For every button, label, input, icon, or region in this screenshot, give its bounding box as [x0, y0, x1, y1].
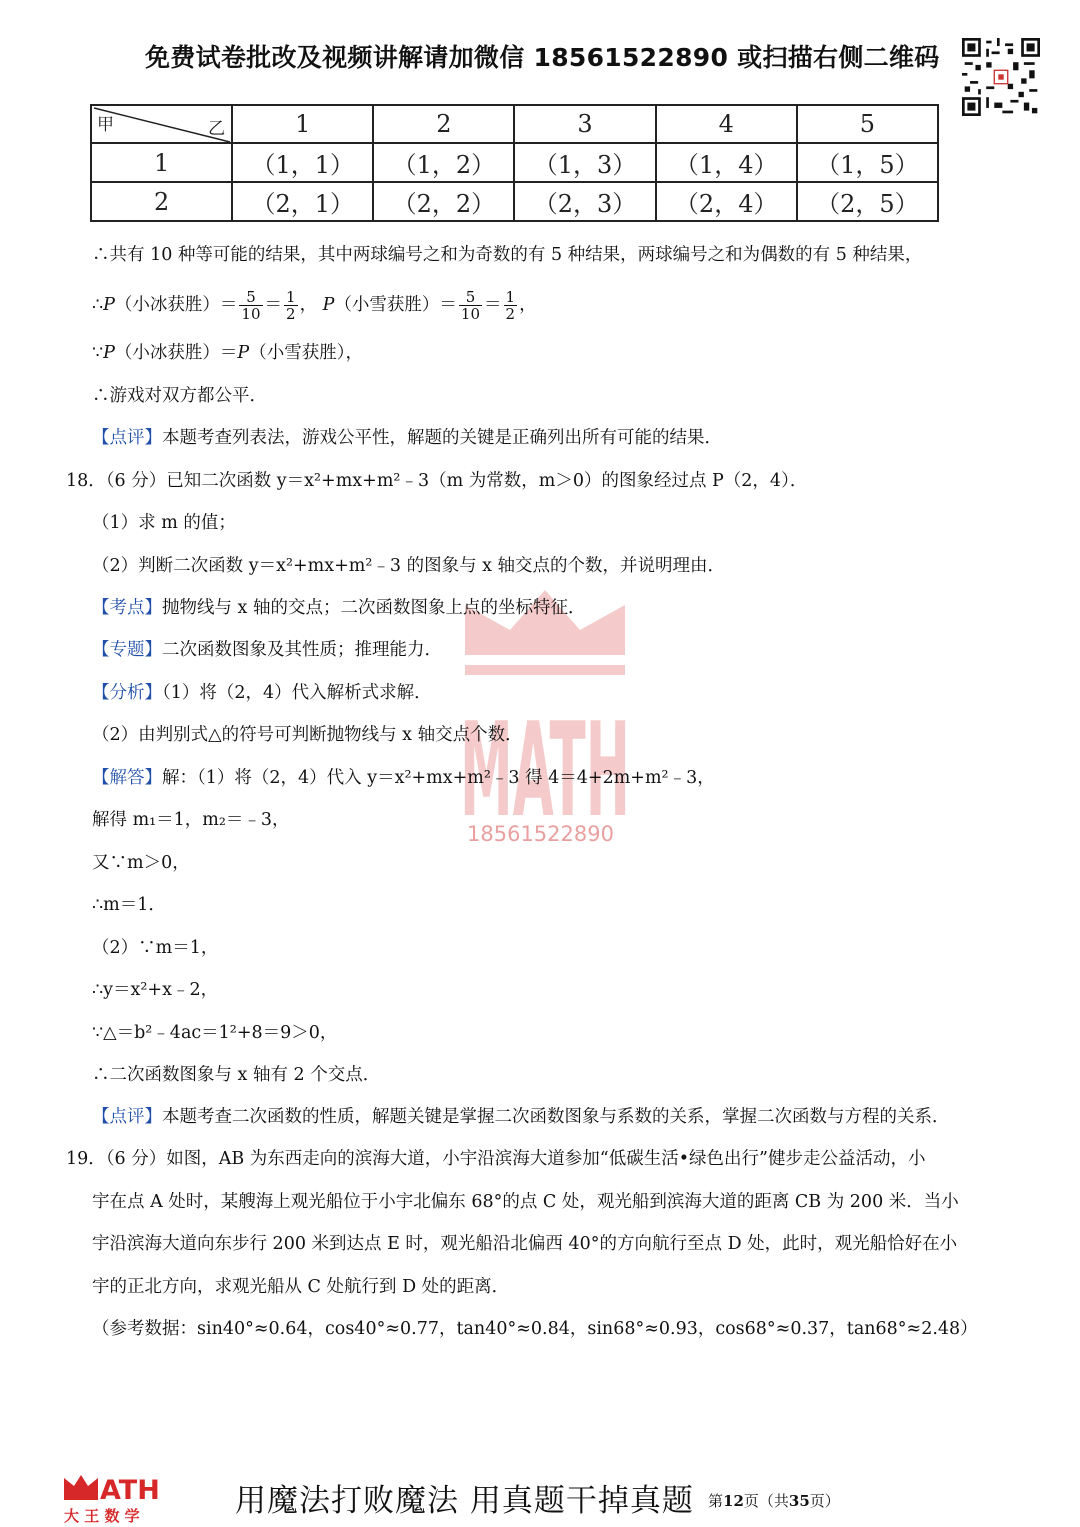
comment-tag: 【点评】: [92, 428, 162, 448]
qr-code-image: [962, 38, 1040, 116]
prob-symbol: P: [103, 343, 115, 363]
table-cell: （2，4）: [656, 182, 797, 221]
denominator: 10: [241, 305, 261, 323]
prob-label-xue: （小雪获胜）＝: [334, 295, 457, 315]
table-cell: （1，3）: [514, 143, 655, 182]
kaodian-tag: 【考点】: [92, 598, 162, 618]
numerator: 5: [459, 289, 482, 306]
q17-comment: [92, 425, 722, 451]
therefore-symbol: ∴: [92, 295, 104, 315]
prob-symbol: P: [103, 295, 115, 315]
q18-step: ∴y＝x²+x﹣2，: [92, 980, 219, 1000]
fraction: [459, 289, 482, 322]
fraction: [239, 289, 262, 322]
col-header: 1: [232, 105, 373, 143]
q17-conclusion: ∴游戏对双方都公平．: [92, 386, 267, 406]
corner-row-label: 甲: [97, 115, 114, 135]
numerator: 1: [286, 288, 296, 306]
q19-line: 宇在点 A 处时，某艘海上观光船位于小宇北偏东 68°的点 C 处，观光船到滨海大道的距离 CB 为 200 米．当小: [92, 1192, 959, 1212]
page-total: 35: [788, 1492, 810, 1510]
fenxi-tag: 【分析】: [92, 683, 162, 703]
separator: ，: [519, 295, 537, 315]
footer-slogan: 用魔法打败魔法 用真题干掉真题: [235, 1483, 694, 1519]
col-header: 4: [656, 105, 797, 143]
denominator: 2: [286, 305, 296, 323]
outcome-table: [90, 104, 939, 222]
logo-text: ATH: [100, 1475, 160, 1506]
col-header: 2: [373, 105, 514, 143]
q19-line: 宇沿滨海大道向东步行 200 米到达点 E 时，观光船沿北偏西 40°的方向航行至点 D 处，此时，观光船恰好在小: [92, 1234, 958, 1254]
kaodian-text: 抛物线与 x 轴的交点；二次函数图象上点的坐标特征．: [162, 598, 586, 618]
fenxi-text: （1）将（2，4）代入解析式求解．: [162, 683, 432, 703]
denominator: 2: [505, 305, 516, 323]
page-prefix: 第: [708, 1492, 724, 1510]
table-row: [91, 143, 938, 182]
row-header: 2: [91, 182, 232, 221]
page-current: 12: [723, 1492, 744, 1510]
table-cell: （2，2）: [373, 182, 514, 221]
q18-dianping: [92, 1104, 950, 1130]
q19-reference-data: （参考数据：sin40°≈0.64，cos40°≈0.77，tan40°≈0.84，sin68°≈0.93，cos68°≈0.37，tan68°≈2.48）: [92, 1319, 978, 1339]
table-cell: （1，2）: [373, 143, 514, 182]
table-cell: （2，1）: [232, 182, 373, 221]
page-mid: 页（共: [743, 1492, 789, 1510]
jieda-text: 解：（1）将（2，4）代入 y＝x²+mx+m²﹣3 得 4＝4+2m+m²﹣3，: [162, 768, 715, 788]
zhuanti-tag: 【专题】: [92, 640, 162, 660]
table-row: [91, 182, 938, 221]
q17-equal-line: [92, 340, 363, 366]
table-cell: （2，5）: [797, 182, 938, 221]
row-header: 1: [91, 143, 232, 182]
page-number: [708, 1490, 840, 1511]
q18-zhuanti: [92, 637, 442, 663]
q18-stem: 18．（6 分）已知二次函数 y＝x²+mx+m²﹣3（m 为常数，m＞0）的图象经过点 P（2，4）．: [66, 471, 808, 491]
table-cell: （1，1）: [232, 143, 373, 182]
because-symbol: ∵: [92, 343, 104, 363]
q19-line: 19．（6 分）如图，AB 为东西走向的滨海大道，小宇沿滨海大道参加“低碳生活•绿色出行”健步走公益活动，小: [66, 1149, 926, 1169]
prob-symbol: P: [322, 295, 335, 315]
q18-jieda: [92, 765, 715, 791]
q18-step: ∵△＝b²﹣4ac＝1²+8＝9＞0，: [92, 1023, 338, 1043]
table-cell: （1，5）: [797, 143, 938, 182]
zhuanti-text: 二次函数图象及其性质；推理能力．: [162, 640, 442, 660]
watermark-phone: 18561522890: [467, 822, 614, 846]
q18-fenxi-2: （2）由判别式△的符号可判断抛物线与 x 轴交点个数．: [92, 725, 523, 745]
col-header: 3: [514, 105, 655, 143]
equals: ＝: [264, 295, 283, 315]
q18-step: 解得 m₁＝1，m₂＝﹣3，: [92, 810, 290, 830]
table-header-row: [91, 105, 938, 143]
prob-symbol: P: [237, 343, 250, 363]
numerator: 1: [505, 288, 516, 306]
comment-text: 本题考查列表法，游戏公平性，解题的关键是正确列出所有可能的结果．: [162, 428, 722, 448]
separator: ，: [299, 295, 318, 315]
text: （小冰获胜）＝: [114, 343, 238, 363]
fraction: [284, 289, 298, 322]
table-corner-cell: [91, 105, 232, 143]
page-suffix: 页）: [809, 1492, 840, 1510]
col-header: 5: [797, 105, 938, 143]
jieda-tag: 【解答】: [92, 768, 162, 788]
corner-col-label: 乙: [208, 119, 226, 139]
q17-probability-line: [92, 288, 537, 322]
prob-label-bing: （小冰获胜）＝: [114, 295, 238, 315]
equals: ＝: [484, 295, 502, 315]
text: （小雪获胜），: [249, 343, 363, 363]
q18-step: 又∵m＞0，: [92, 853, 190, 873]
logo-subtext: 大 王 数 学: [64, 1507, 140, 1524]
table-cell: （2，3）: [514, 182, 655, 221]
fraction: [504, 289, 518, 322]
q18-part2: （2）判断二次函数 y＝x²+mx+m²﹣3 的图象与 x 轴交点的个数，并说明理由．: [92, 556, 726, 576]
dianping-tag: 【点评】: [92, 1107, 162, 1127]
header-title: 免费试卷批改及视频讲解请加微信 18561522890 或扫描右侧二维码: [145, 43, 940, 72]
q18-fenxi: [92, 680, 432, 706]
q19-line: 宇的正北方向，求观光船从 C 处航行到 D 处的距离．: [92, 1277, 510, 1297]
q18-kaodian: [92, 595, 586, 621]
q18-step: （2）∵m＝1，: [92, 938, 219, 958]
numerator: 5: [239, 289, 262, 306]
denominator: 10: [460, 305, 481, 323]
q18-part1: （1）求 m 的值；: [92, 513, 236, 533]
watermark-text: MATH: [460, 694, 630, 846]
brand-logo: [62, 1472, 162, 1524]
q17-result-line: ∴共有 10 种等可能的结果，其中两球编号之和为奇数的有 5 种结果，两球编号之和为偶数的有 5 种结果，: [92, 245, 923, 265]
dianping-text: 本题考查二次函数的性质，解题关键是掌握二次函数图象与系数的关系，掌握二次函数与方程的关系．: [162, 1107, 950, 1127]
q18-step: ∴m＝1．: [92, 895, 166, 915]
table-cell: （1，4）: [656, 143, 797, 182]
q18-step: ∴二次函数图象与 x 轴有 2 个交点．: [92, 1065, 381, 1085]
